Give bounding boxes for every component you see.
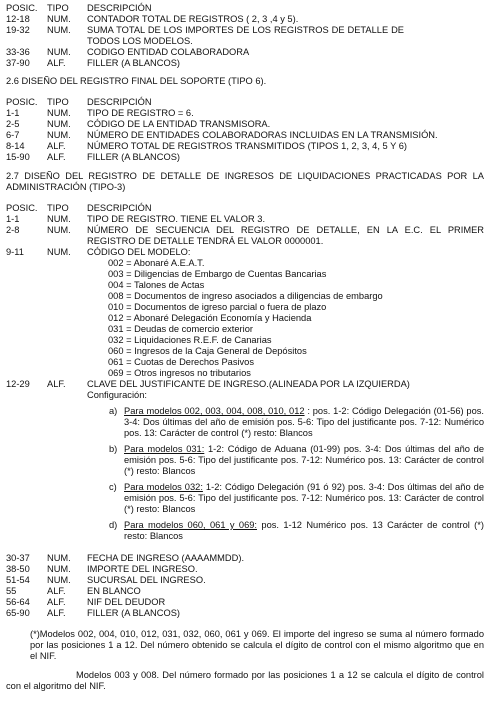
table-row: 8-14 ALF. NÚMERO TOTAL DE REGISTROS TRANSMITIDOS (TIPOS 1, 2, 3, 4, 5 Y 6) (6, 141, 407, 151)
config-item-c: c) Para modelos 032: 1-2: Código Delegación (91 ó 92) pos. 3-4: Dos últimas del año de emisión pos. 5-6: Tipo del justificante pos. 7-12: Numérico pos. 13: Carácter de control (*) resto: Blancos (109, 482, 484, 514)
footnote-2: Modelos 003 y 008. Del número formado por las posiciones 1 a 12 se calcula el dígito de control con el algoritmo del NIF. (6, 670, 484, 691)
table-header: POSIC. TIPO DESCRIPCIÓN (6, 203, 152, 213)
list-item: 061 = Cuotas de Derechos Pasivos (108, 357, 254, 367)
header-descripcion: DESCRIPCIÓN (87, 3, 152, 13)
list-item: 060 = Ingresos de la Caja General de Depósitos (108, 346, 307, 356)
table-row: 2-5 NUM. CÓDIGO DE LA ENTIDAD TRANSMISORA. (6, 119, 271, 129)
table-row: 1-1 NUM. TIPO DE REGISTRO = 6. (6, 108, 194, 118)
section-heading-2-6: 2.6 DISEÑO DEL REGISTRO FINAL DEL SOPORTE (TIPO 6). (6, 76, 267, 86)
config-item-b: b) Para modelos 031: 1-2: Código de Aduana (01-99) pos. 3-4: Dos últimas del año de emisión pos. 5-6: Tipo del justificante pos. 7-12: Numérico pos. 13: Carácter de control (*) resto: Blancos (109, 444, 484, 476)
table-row: 37-90 ALF. FILLER (A BLANCOS) (6, 58, 180, 68)
table-row: 9-11 NUM. CÓDIGO DEL MODELO: (6, 247, 191, 257)
config-label: Configuración: (87, 390, 147, 400)
table-header (6, 3, 484, 14)
table-row: 38-50 NUM. IMPORTE DEL INGRESO. (6, 564, 198, 574)
config-list (109, 406, 484, 542)
table-row: 1-1 NUM. TIPO DE REGISTRO. TIENE EL VALOR 3. (6, 214, 266, 224)
list-item: 003 = Diligencias de Embargo de Cuentas Bancarias (108, 269, 327, 279)
table-row: 65-90 ALF. FILLER (A BLANCOS) (6, 608, 180, 618)
list-item: 031 = Deudas de comercio exterior (108, 324, 253, 334)
document-page (6, 3, 484, 692)
table-row: 55 ALF. EN BLANCO (6, 586, 141, 596)
config-item-a: a) Para modelos 002, 003, 004, 008, 010, 012 : pos. 1-2: Código Delegación (01-56) pos. 3-4: Dos últimas del año de emisión pos. 5-6: Tipo del justificante pos. 7-12: Numérico pos. 13: Carácter de control (*) resto: Blancos (109, 406, 484, 438)
table-row: 51-54 NUM. SUCURSAL DEL INGRESO. (6, 575, 206, 585)
list-item: 069 = Otros ingresos no tributarios (108, 368, 251, 378)
config-item-d: d) Para modelos 060, 061 y 069: pos. 1-12 Numérico pos. 13 Carácter de control (*) resto: Blancos (109, 520, 484, 541)
table-row: 33-36 NUM. CODIGO ENTIDAD COLABORADORA (6, 47, 250, 57)
table-row: 56-64 ALF. NIF DEL DEUDOR (6, 597, 166, 607)
list-item: 032 = Liquidaciones R.E.F. de Canarias (108, 335, 272, 345)
table-row: 2-8 NUM. NÚMERO DE SECUENCIA DEL REGISTRO DE DETALLE, EN LA E.C. EL PRIMER REGISTRO DE DETALLE TENDRÁ EL VALOR 0000001. (6, 225, 484, 246)
list-item: 002 = Abonaré A.E.A.T. (108, 258, 205, 268)
list-item: 010 = Documentos de igreso parcial o fuera de plazo (108, 302, 327, 312)
table-row: 12-18 NUM. CONTADOR TOTAL DE REGISTROS ( 2, 3 ,4 y 5). (6, 14, 299, 24)
table-row: 12-29 ALF. CLAVE DEL JUSTIFICANTE DE INGRESO.(ALINEADA POR LA IZQUIERDA) (6, 379, 410, 389)
table-header: POSIC. TIPO DESCRIPCIÓN (6, 97, 152, 107)
table-row: 6-7 NUM. NÚMERO DE ENTIDADES COLABORADORAS INCLUIDAS EN LA TRANSMISIÓN. (6, 130, 438, 140)
section-heading-2-7: 2.7 DISEÑO DEL REGISTRO DE DETALLE DE INGRESOS DE LIQUIDACIONES PRACTICADAS POR LA ADMINISTRACIÓN (TIPO-3) (6, 171, 484, 192)
list-item: 012 = Abonaré Delegación Economía y Hacienda (108, 313, 312, 323)
model-code-list (108, 258, 484, 379)
table-row: 19-32 NUM. SUMA TOTAL DE LOS IMPORTES DE LOS REGISTROS DE DETALLE DE TODOS LOS MODELOS. (6, 25, 404, 46)
table-row: 15-90 ALF. FILLER (A BLANCOS) (6, 152, 180, 162)
footnote-1: (*)Modelos 002, 004, 010, 012, 031, 032, 060, 061 y 069. El importe del ingreso se suma al número formado por las posiciones 1 a 12. Del número obtenido se calcula el dígito de control con el mismo algoritmo que en el NIF. (30, 629, 484, 661)
table-row: 30-37 NUM. FECHA DE INGRESO (AAAAMMDD). (6, 553, 245, 563)
list-item: 004 = Talones de Actas (108, 280, 205, 290)
header-posic: POSIC. (6, 3, 38, 13)
list-item: 008 = Documentos de ingreso asociados a diligencias de embargo (108, 291, 383, 301)
header-tipo: TIPO (47, 3, 69, 13)
